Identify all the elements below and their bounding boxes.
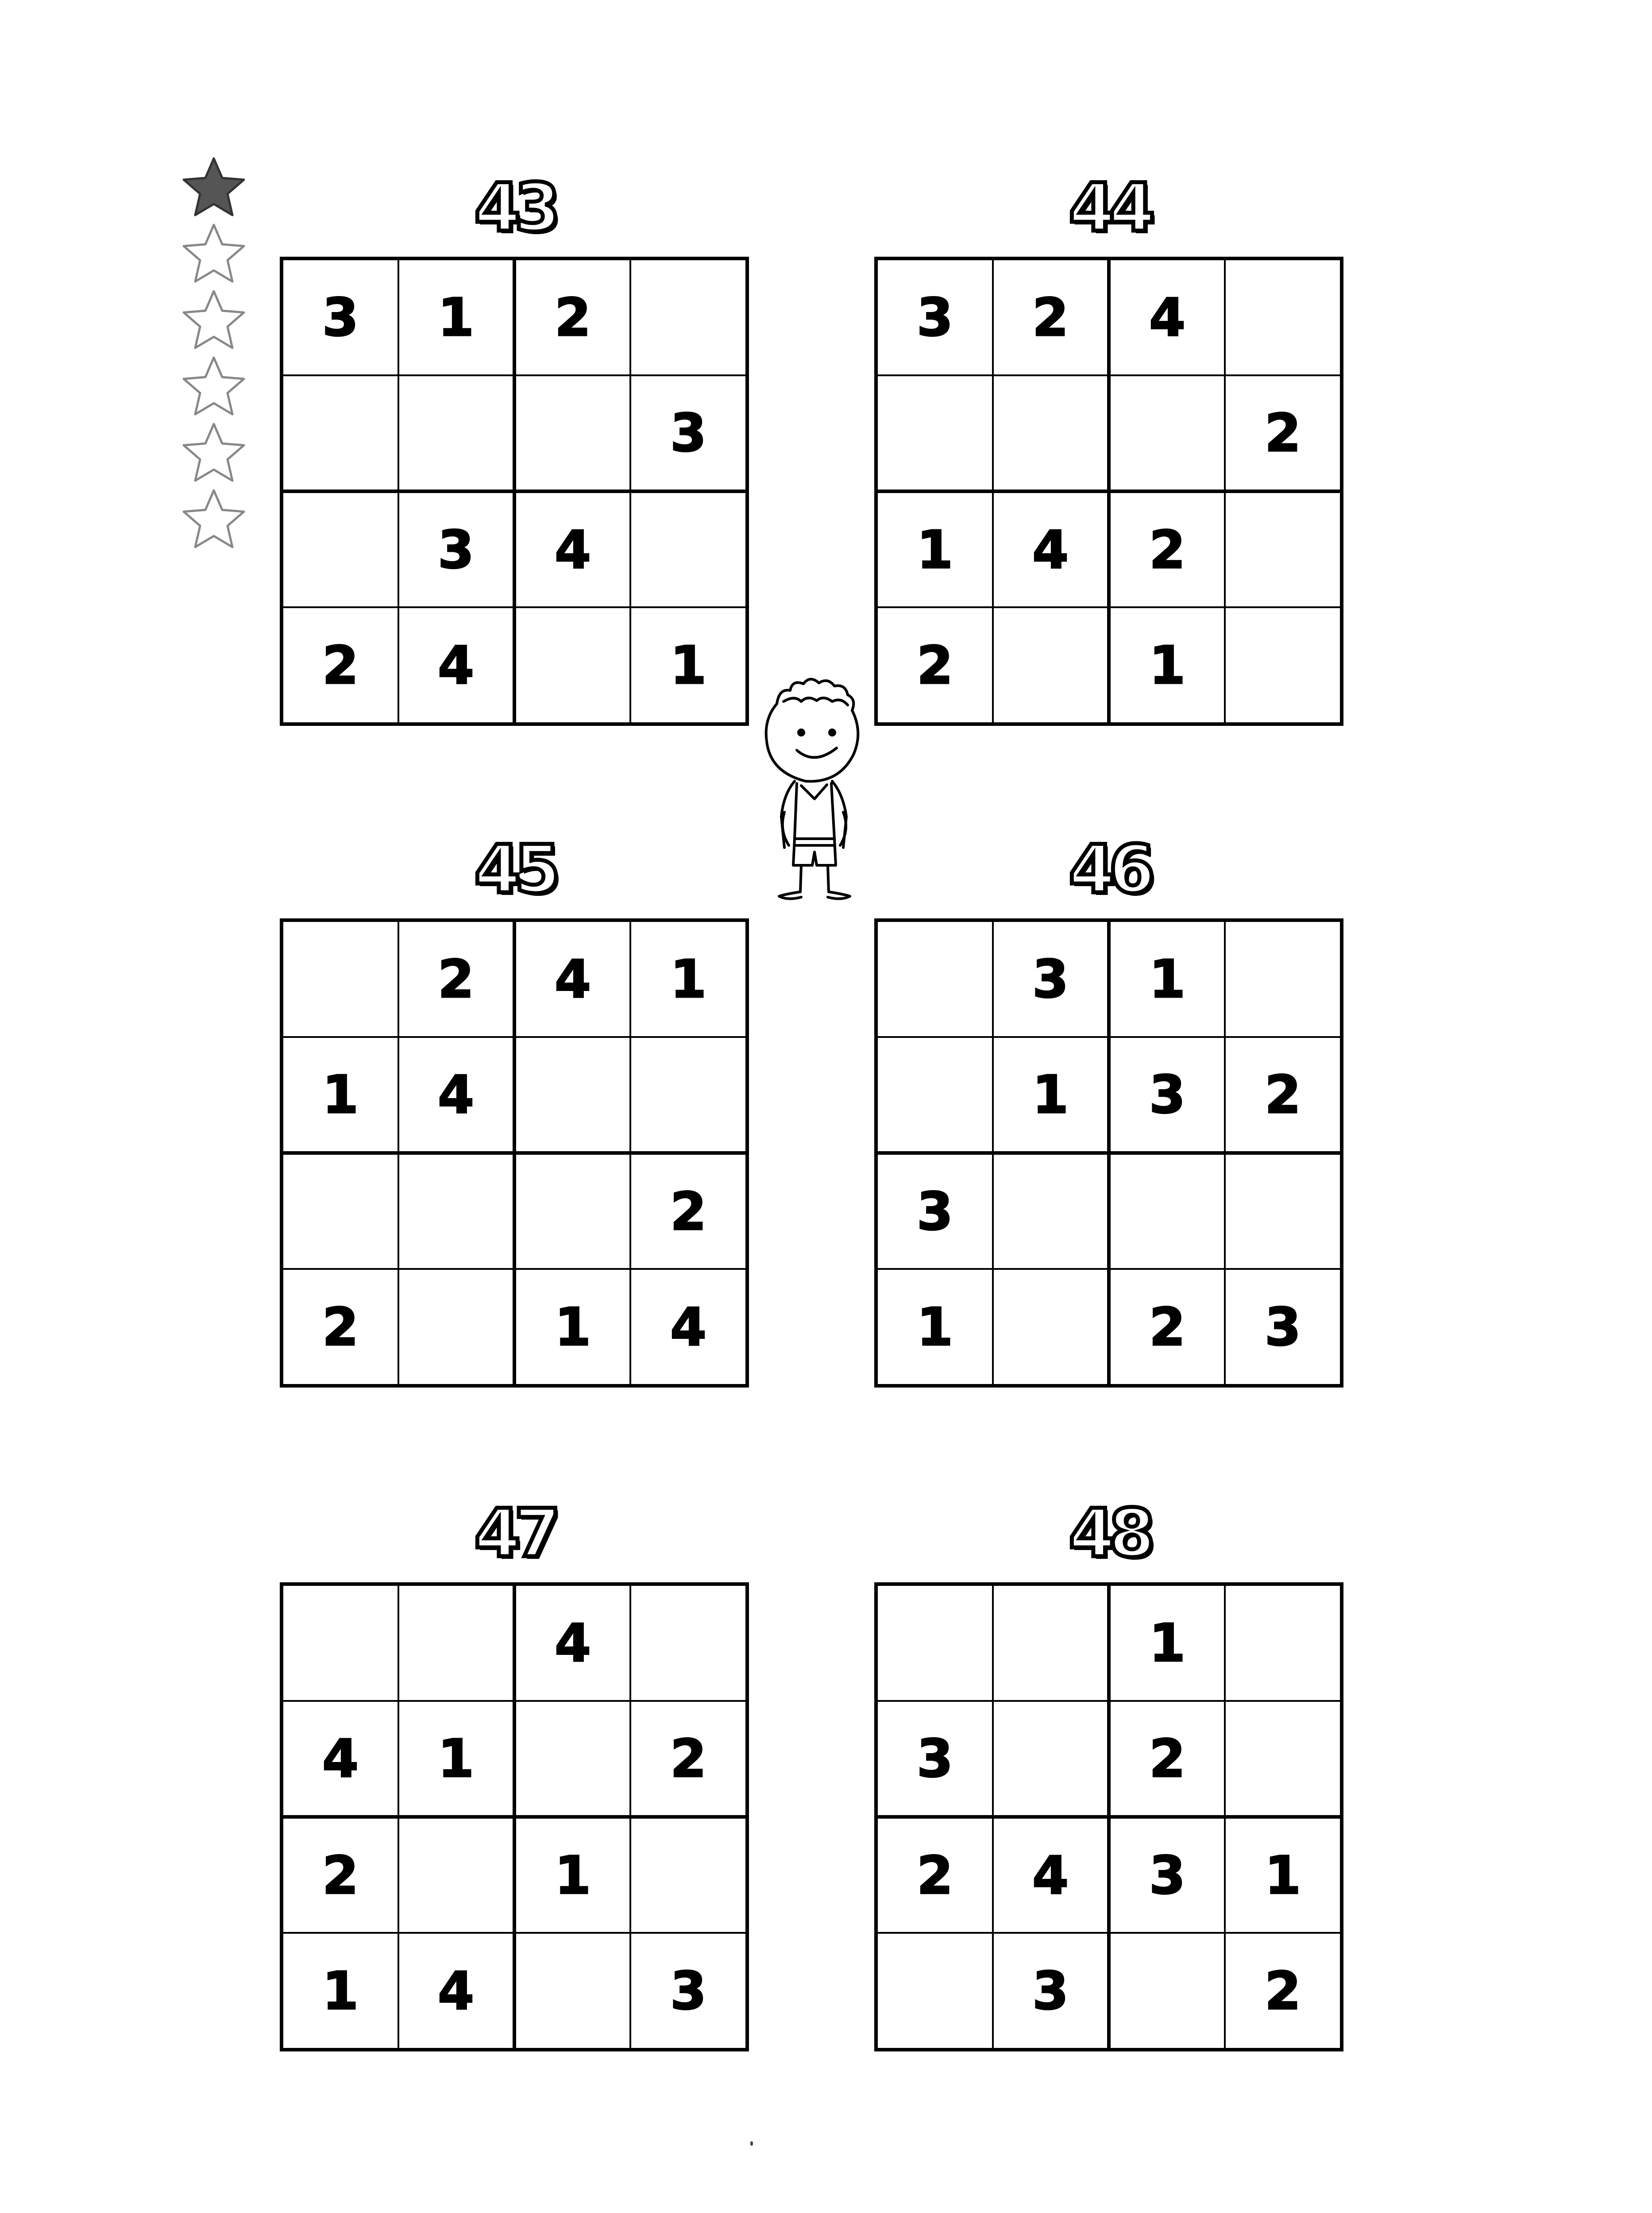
grid-cell <box>282 375 398 491</box>
grid-cell <box>1225 1701 1341 1817</box>
grid-cell <box>282 921 398 1037</box>
sudoku-puzzle <box>280 164 749 696</box>
difficulty-rating <box>179 155 250 553</box>
grid-cell: 3 <box>877 1153 993 1269</box>
grid-cell: 4 <box>993 491 1109 607</box>
grid-cell <box>630 1817 746 1933</box>
grid-cell <box>514 1933 630 2049</box>
grid-cell: 3 <box>877 259 993 375</box>
grid-cell <box>1109 1933 1225 2049</box>
grid-cell <box>993 375 1109 491</box>
grid-cell <box>993 1153 1109 1269</box>
grid-cell: 3 <box>630 375 746 491</box>
grid-cell <box>514 1153 630 1269</box>
sudoku-grid <box>874 257 1343 726</box>
grid-cell: 1 <box>514 1269 630 1385</box>
grid-cell <box>630 491 746 607</box>
grid-cell: 4 <box>398 607 514 723</box>
grid-cell: 3 <box>993 1933 1109 2049</box>
grid-cell <box>1225 1585 1341 1701</box>
grid-cell: 1 <box>282 1037 398 1153</box>
grid-cell: 2 <box>877 607 993 723</box>
grid-cell: 4 <box>1109 259 1225 375</box>
grid-cell <box>1225 491 1341 607</box>
grid-cell <box>282 1585 398 1701</box>
sudoku-puzzle <box>280 825 749 1357</box>
grid-cell <box>630 259 746 375</box>
grid-cell: 1 <box>877 1269 993 1385</box>
grid-cell <box>1225 259 1341 375</box>
grid-cell <box>398 1153 514 1269</box>
grid-cell: 4 <box>993 1817 1109 1933</box>
grid-cell <box>877 1933 993 2049</box>
grid-cell: 4 <box>398 1037 514 1153</box>
grid-cell: 1 <box>398 1701 514 1817</box>
grid-cell: 3 <box>877 1701 993 1817</box>
puzzle-number: 44 <box>1069 170 1149 247</box>
grid-cell: 2 <box>1225 1037 1341 1153</box>
grid-cell: 2 <box>514 259 630 375</box>
star-icon <box>179 487 248 553</box>
stray-mark <box>750 2141 753 2146</box>
grid-cell: 1 <box>630 607 746 723</box>
grid-cell: 1 <box>993 1037 1109 1153</box>
grid-cell: 4 <box>514 921 630 1037</box>
sudoku-puzzle <box>874 164 1343 696</box>
grid-cell <box>877 921 993 1037</box>
grid-cell <box>514 1037 630 1153</box>
sudoku-grid <box>280 918 749 1388</box>
grid-cell <box>514 375 630 491</box>
grid-cell: 4 <box>282 1701 398 1817</box>
sudoku-grid <box>280 257 749 726</box>
grid-cell: 1 <box>630 921 746 1037</box>
grid-cell: 3 <box>398 491 514 607</box>
grid-cell <box>398 375 514 491</box>
sudoku-grid <box>874 918 1343 1388</box>
grid-cell: 3 <box>1109 1037 1225 1153</box>
grid-cell <box>398 1817 514 1933</box>
sudoku-puzzle <box>874 1489 1343 2021</box>
grid-cell: 1 <box>1109 607 1225 723</box>
grid-cell: 1 <box>1109 921 1225 1037</box>
puzzle-number: 45 <box>474 831 555 908</box>
grid-cell: 1 <box>877 491 993 607</box>
grid-cell: 2 <box>1225 375 1341 491</box>
grid-cell: 4 <box>514 491 630 607</box>
grid-cell <box>282 1153 398 1269</box>
grid-cell: 2 <box>630 1701 746 1817</box>
grid-cell <box>1225 921 1341 1037</box>
grid-cell: 1 <box>1109 1585 1225 1701</box>
sudoku-grid <box>280 1582 749 2051</box>
grid-cell <box>514 1701 630 1817</box>
puzzle-number: 46 <box>1069 831 1149 908</box>
grid-cell <box>1225 607 1341 723</box>
grid-cell: 4 <box>514 1585 630 1701</box>
grid-cell: 2 <box>993 259 1109 375</box>
grid-cell <box>877 1585 993 1701</box>
sudoku-puzzle <box>280 1489 749 2021</box>
grid-cell <box>1109 1153 1225 1269</box>
puzzle-number: 47 <box>474 1495 555 1572</box>
grid-cell: 2 <box>630 1153 746 1269</box>
grid-cell: 2 <box>282 1817 398 1933</box>
grid-cell: 4 <box>398 1933 514 2049</box>
grid-cell: 3 <box>630 1933 746 2049</box>
grid-cell: 3 <box>993 921 1109 1037</box>
grid-cell: 2 <box>282 1269 398 1385</box>
puzzle-number: 48 <box>1069 1495 1149 1572</box>
star-icon <box>179 420 248 487</box>
star-icon <box>179 155 248 221</box>
star-icon <box>179 221 248 288</box>
grid-cell <box>993 1585 1109 1701</box>
grid-cell: 2 <box>398 921 514 1037</box>
grid-cell <box>282 491 398 607</box>
grid-cell: 1 <box>398 259 514 375</box>
grid-cell: 1 <box>1225 1817 1341 1933</box>
grid-cell <box>877 375 993 491</box>
grid-cell: 3 <box>1225 1269 1341 1385</box>
grid-cell <box>993 1701 1109 1817</box>
grid-cell <box>630 1037 746 1153</box>
grid-cell <box>1225 1153 1341 1269</box>
grid-cell: 3 <box>282 259 398 375</box>
grid-cell <box>398 1585 514 1701</box>
grid-cell: 2 <box>1109 491 1225 607</box>
sudoku-grid <box>874 1582 1343 2051</box>
grid-cell: 2 <box>1109 1701 1225 1817</box>
grid-cell: 2 <box>1225 1933 1341 2049</box>
grid-cell <box>993 607 1109 723</box>
grid-cell <box>993 1269 1109 1385</box>
cartoon-boy-icon <box>753 671 876 901</box>
grid-cell: 1 <box>282 1933 398 2049</box>
grid-cell <box>1109 375 1225 491</box>
grid-cell <box>514 607 630 723</box>
sudoku-puzzle <box>874 825 1343 1357</box>
grid-cell: 1 <box>514 1817 630 1933</box>
grid-cell: 2 <box>877 1817 993 1933</box>
grid-cell <box>877 1037 993 1153</box>
grid-cell: 2 <box>1109 1269 1225 1385</box>
grid-cell: 4 <box>630 1269 746 1385</box>
puzzle-number: 43 <box>474 170 555 247</box>
star-icon <box>179 354 248 420</box>
grid-cell <box>398 1269 514 1385</box>
star-icon <box>179 288 248 354</box>
grid-cell: 2 <box>282 607 398 723</box>
grid-cell: 3 <box>1109 1817 1225 1933</box>
grid-cell <box>630 1585 746 1701</box>
